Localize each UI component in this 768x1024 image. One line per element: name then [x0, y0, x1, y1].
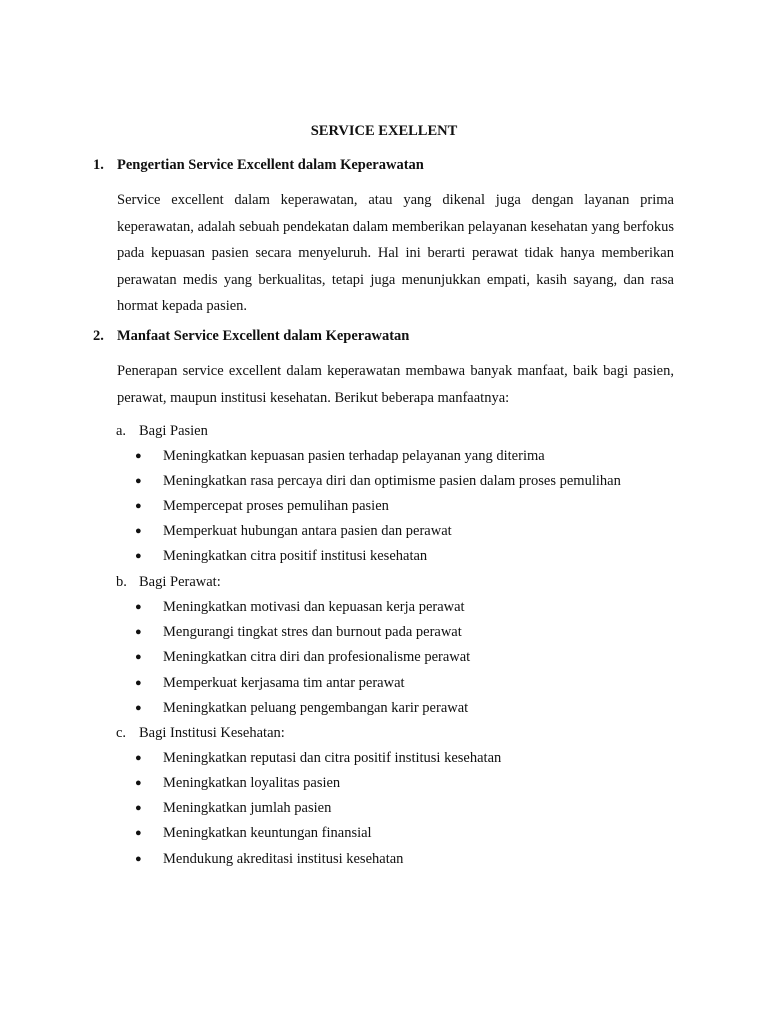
list-item: ● Meningkatkan jumlah pasien: [135, 800, 332, 816]
bullet-icon: ●: [135, 827, 142, 839]
subsection-letter: a.: [116, 423, 127, 439]
bullet-icon: ●: [135, 475, 142, 487]
bullet-icon: ●: [135, 853, 142, 865]
list-item: ● Meningkatkan rasa percaya diri dan optimisme pasien dalam proses pemulihan: [135, 473, 621, 489]
section-title: Pengertian Service Excellent dalam Keperawatan: [117, 157, 424, 173]
list-item: ● Meningkatkan keuntungan finansial: [135, 825, 372, 841]
subsection-label: Bagi Pasien: [139, 423, 208, 439]
list-item: ● Mempercepat proses pemulihan pasien: [135, 498, 389, 514]
subsection-heading-b: [116, 572, 221, 592]
section-number: 2.: [93, 328, 104, 344]
subsection-label: Bagi Institusi Kesehatan:: [139, 725, 285, 741]
section-paragraph-1: Service excellent dalam keperawatan, atau yang dikenal juga dengan layanan prima keperawatan, adalah sebuah pendekatan dalam memberikan pelayanan kesehatan yang berfokus pada kepuasan pasien secara menyeluruh. Hal ini berarti perawat tidak hanya memberikan perawatan medis yang berkualitas, tetapi juga menunjukkan empati, kasih sayang, dan rasa hormat kepada pasien.: [117, 192, 674, 314]
section-heading-2: [93, 326, 409, 346]
bullet-icon: ●: [135, 450, 142, 462]
list-item: ● Meningkatkan citra positif institusi kesehatan: [135, 548, 428, 564]
bullet-icon: ●: [135, 601, 142, 613]
bullet-icon: ●: [135, 550, 142, 562]
document-title: SERVICE EXELLENT: [310, 123, 458, 139]
bullet-icon: ●: [135, 500, 142, 512]
subsection-heading-a: [116, 421, 208, 441]
bullet-icon: ●: [135, 802, 142, 814]
bullet-icon: ●: [135, 651, 142, 663]
subsection-letter: c.: [116, 725, 127, 741]
list-item: ● Meningkatkan peluang pengembangan karir perawat: [135, 700, 469, 716]
list-item: ● Memperkuat hubungan antara pasien dan perawat: [135, 523, 452, 539]
section-number: 1.: [93, 157, 104, 173]
section-paragraph-2: Penerapan service excellent dalam keperawatan membawa banyak manfaat, baik bagi pasien, perawat, maupun institusi kesehatan. Berikut beberapa manfaatnya:: [117, 363, 674, 406]
list-item: ● Mengurangi tingkat stres dan burnout pada perawat: [135, 624, 462, 640]
list-item: ● Meningkatkan loyalitas pasien: [135, 775, 341, 791]
list-item: ● Meningkatkan motivasi dan kepuasan kerja perawat: [135, 599, 465, 615]
subsection-label: Bagi Perawat:: [139, 574, 221, 590]
section-heading-1: [93, 155, 424, 175]
bullet-icon: ●: [135, 626, 142, 638]
list-item: ● Memperkuat kerjasama tim antar perawat: [135, 675, 405, 691]
subsection-letter: b.: [116, 574, 127, 590]
bullet-icon: ●: [135, 677, 142, 689]
bullet-icon: ●: [135, 752, 142, 764]
list-item: ● Meningkatkan citra diri dan profesionalisme perawat: [135, 649, 471, 665]
list-item: ● Meningkatkan reputasi dan citra positif institusi kesehatan: [135, 750, 502, 766]
list-item: ● Mendukung akreditasi institusi kesehatan: [135, 851, 404, 867]
list-item: ● Meningkatkan kepuasan pasien terhadap pelayanan yang diterima: [135, 448, 545, 464]
bullet-icon: ●: [135, 702, 142, 714]
bullet-icon: ●: [135, 777, 142, 789]
subsection-heading-c: [116, 723, 285, 743]
section-title: Manfaat Service Excellent dalam Keperawatan: [117, 328, 410, 344]
bullet-icon: ●: [135, 525, 142, 537]
